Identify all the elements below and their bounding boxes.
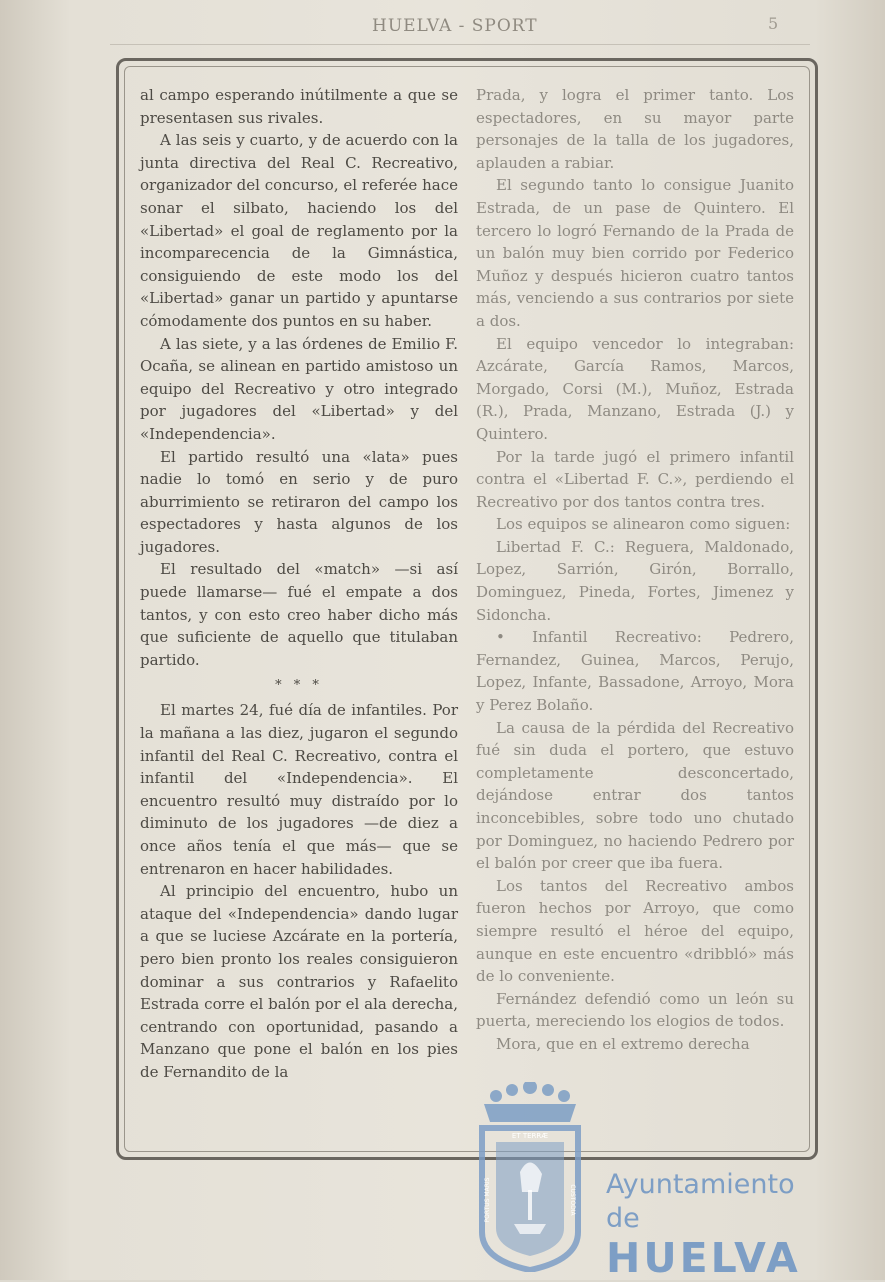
paragraph: Libertad F. C.: Reguera, Maldonado, Lopez, Sarrión, Girón, Borrallo, Dominguez, Pineda, Fortes, Jimenez y Sidoncha.	[476, 537, 794, 624]
paragraph: Fernández defendió como un león su puerta, mereciendo los elogios de todos.	[476, 989, 794, 1031]
shield-motto: ET TERRÆ	[511, 1132, 549, 1140]
section-separator: * * *	[275, 678, 323, 694]
shield-left-motto: PORTUS MARIS	[484, 1177, 491, 1223]
paragraph: El resultado del «match» —si así puede llamarse— fué el empate a dos tantos, y con esto creo haber dicho más que suficiente de aquello que titulaban partido.	[140, 560, 458, 669]
paragraph: A las siete, y a las órdenes de Emilio F. Ocaña, se alinean en partido amistoso un equipo del Recreativo y otro integrado por jugadores del «Libertad» y del «Independencia».	[140, 334, 458, 443]
text-column-left	[140, 84, 458, 1084]
header-rule	[110, 44, 810, 45]
watermark-line1: Ayuntamiento de	[606, 1169, 795, 1234]
paragraph: El partido resultó una «lata» pues nadie lo tomó en serio y de puro aburrimiento se retiraron del campo los espectadores y hasta algunos de los jugadores.	[140, 447, 458, 556]
running-title: HUELVA - SPORT	[372, 16, 538, 36]
paragraph: La causa de la pérdida del Recreativo fué sin duda el portero, que estuvo completamente desconcertado, dejándose entrar dos tantos inconcebibles, sobre todo uno chutado por Dominguez, no haciendo Pedrero por el balón por creer que iba fuera.	[476, 718, 794, 873]
running-header	[0, 14, 885, 44]
paragraph: Por la tarde jugó el primero infantil contra el «Libertad F. C.», perdiendo el Recreativo por dos tantos contra tres.	[476, 447, 794, 511]
paragraph: El martes 24, fué día de infantiles. Por la mañana a las diez, jugaron el segundo infantil del Real C. Recreativo, contra el infantil del «Independencia». El encuentro resultó muy distraído por lo diminuto de los jugadores —de diez a once años tenía el que más— que se entrenaron en hacer habilidades.	[140, 701, 458, 878]
paragraph: Los equipos se alinearon como siguen:	[496, 515, 791, 534]
paragraph: El segundo tanto lo consigue Juanito Estrada, de un pase de Quintero. El tercero lo logró Fernando de la Prada de un balón muy bien corrido por Federico Muñoz y después hicieron cuatro tantos más, venciendo a sus contrarios por siete a dos.	[476, 176, 794, 330]
text-column-right	[476, 84, 794, 1056]
watermark-line2: HUELVA	[606, 1234, 801, 1282]
huelva-shield-logo	[470, 1082, 590, 1272]
page-number: 5	[768, 14, 779, 33]
paragraph: A las seis y cuarto, y de acuerdo con la junta directiva del Real C. Recreativo, organizador del concurso, el referée hace sonar el silbato, haciendo los del «Libertad» el goal de reglamento por la incomparecencia de la Gimnástica, consiguiendo de este modo los del «Libertad» ganar un partido y apuntarse cómodamente dos puntos en su haber.	[140, 131, 458, 330]
watermark-text	[606, 1168, 816, 1280]
paragraph: Al principio del encuentro, hubo un ataque del «Independencia» dando lugar a que se luciese Azcárate en la portería, pero bien pronto los reales consiguieron dominar a sus contrarios y Rafaelito Estrada corre el balón por el ala derecha, centrando con oportunidad, pasando a Manzano que pone el balón en los pies de Fernandito de la	[140, 882, 458, 1081]
paragraph: al campo esperando inútilmente a que se presentasen sus rivales.	[140, 86, 458, 127]
paragraph: • Infantil Recreativo: Pedrero, Fernandez, Guinea, Marcos, Perujo, Lopez, Infante, Bassadone, Arroyo, Mora y Perez Bolaño.	[476, 628, 794, 715]
paragraph: Prada, y logra el primer tanto. Los espectadores, en su mayor parte personajes de la talla de los jugadores, aplauden a rabiar.	[476, 86, 794, 172]
paragraph: Mora, que en el extremo derecha	[496, 1034, 750, 1053]
paragraph: Los tantos del Recreativo ambos fueron hechos por Arroyo, que como siempre resultó el héroe del equipo, aunque en este encuentro «dribbló» más de lo conveniente.	[476, 876, 794, 986]
paragraph: El equipo vencedor lo integraban: Azcárate, García Ramos, Marcos, Morgado, Corsi (M.), Muñoz, Estrada (R.), Prada, Manzano, Estrada (J.) y Quintero.	[476, 334, 794, 443]
shield-right-motto: CUSTODIA	[569, 1184, 576, 1216]
